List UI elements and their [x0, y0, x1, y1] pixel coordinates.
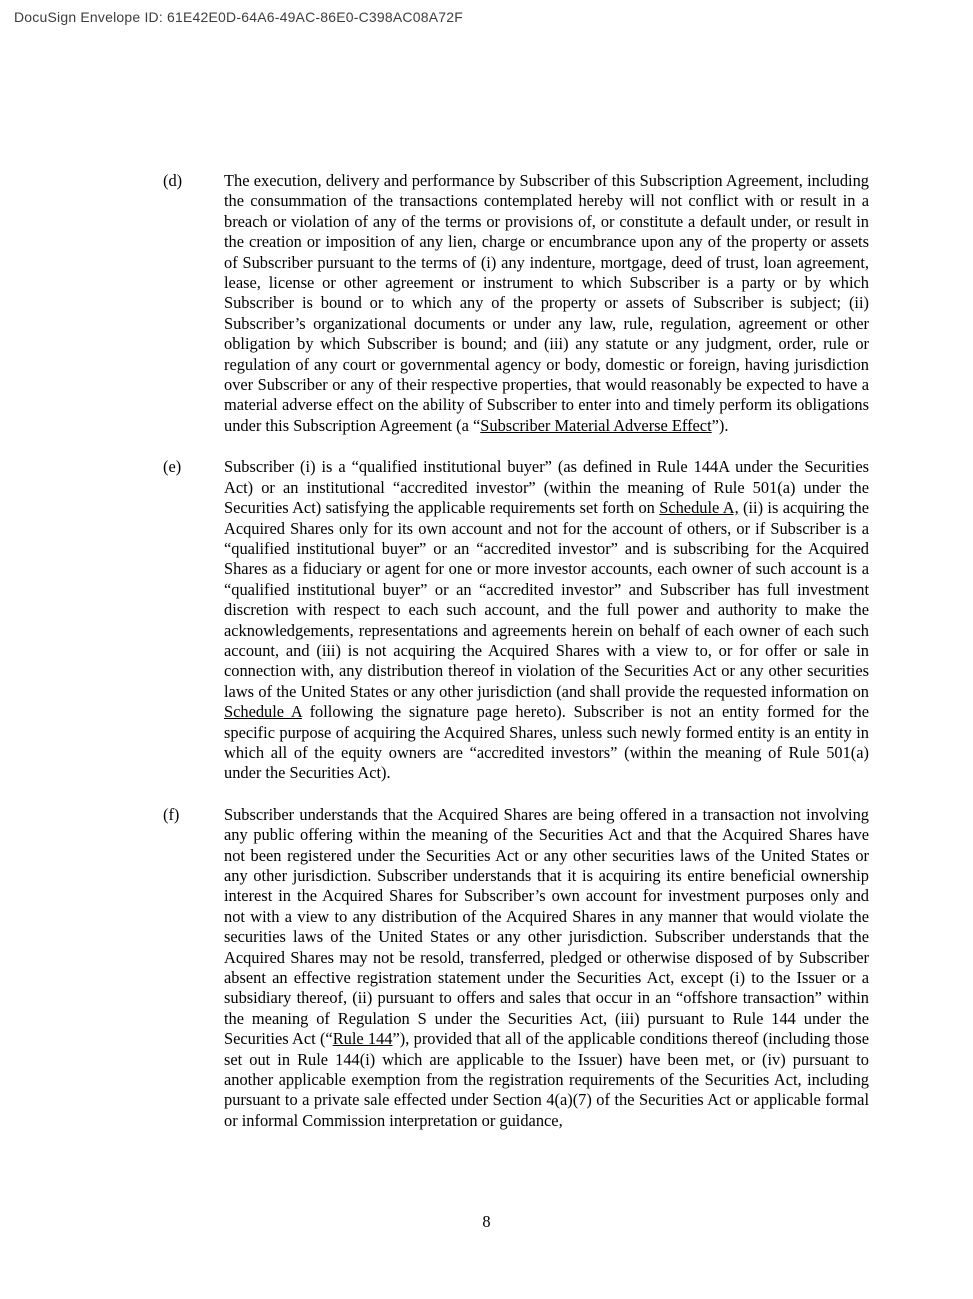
paragraph-d-label: (d) [163, 171, 183, 190]
page-number: 8 [482, 1212, 491, 1231]
paragraph-e-label: (e) [163, 457, 182, 477]
paragraph-e-segment: Subscriber (i) is a “qualified institutional buyer” (as defined in Rule 144A under the Securities Act) or an institutional “accredited investor” (within the meaning of Rule 501(a) under the Securities Act) satisfying the applicable requirements set forth on [224, 457, 869, 518]
reference-schedule-a: Schedule A [224, 702, 302, 722]
defined-term-rule-144: Rule 144 [332, 1029, 393, 1049]
reference-schedule-a: Schedule A, [659, 498, 739, 518]
docusign-envelope-id: DocuSign Envelope ID: 61E42E0D-64A6-49AC-86E0-C398AC08A72F [14, 9, 463, 25]
paragraph-f-text [224, 805, 869, 1132]
paragraph-e [163, 457, 869, 784]
paragraph-e-segment: (ii) is acquiring the Acquired Shares only for its own account and not for the account of others, or if Subscriber is a “qualified institutional buyer” or an “accredited investor” and is subscribing for the Acquired Shares as a fiduciary or agent for one or more investor accounts, each owner of such account is a “qualified institutional buyer” or an “accredited investor” and Subscriber has full investment discretion with respect to each such account, and the full power and authority to make the acknowledgements, representations and agreements herein on behalf of each owner of each such account, and (iii) is not acquiring the Acquired Shares with a view to, or for offer or sale in connection with, any distribution thereof in violation of the Securities Act or any other securities laws of the United States or any other jurisdiction (and shall provide the requested information on [224, 498, 869, 701]
paragraph-f-label: (f) [163, 804, 180, 824]
document-body [163, 171, 869, 1152]
paragraph-e-text [224, 457, 869, 784]
paragraph-e-segment: following the signature page hereto). Subscriber is not an entity formed for the specific purpose of acquiring the Acquired Shares, unless such newly formed entity is an entity in which all of the equity owners are “accredited investors” (within the meaning of Rule 501(a) under the Securities Act). [224, 702, 869, 783]
paragraph-d-text [224, 171, 869, 436]
paragraph-d-segment: ”). [711, 415, 729, 435]
paragraph-f-segment: Subscriber understands that the Acquired Shares are being offered in a transaction not involving any public offering within the meaning of the Securities Act and that the Acquired Shares have not been registered under the Securities Act or any other securities laws of the United States or any other jurisdiction. Subscriber understands that it is acquiring its entire beneficial ownership interest in the Acquired Shares for Subscriber’s own account for investment purposes only and not with a view to any distribution of the Acquired Shares in any manner that would violate the securities laws of the United States or any other jurisdiction. Subscriber understands that the Acquired Shares may not be resold, transferred, pledged or otherwise disposed of by Subscriber absent an effective registration statement under the Securities Act, except (i) to the Issuer or a subsidiary thereof, (ii) pursuant to offers and sales that occur in an “offshore transaction” within the meaning of Regulation S under the Securities Act, (iii) pursuant to Rule 144 under the Securities Act (“ [224, 804, 869, 1049]
paragraph-f [163, 805, 869, 1132]
defined-term-subscriber-material-adverse-effect: Subscriber Material Adverse Effect [480, 415, 712, 435]
paragraph-f-segment: ”), provided that all of the applicable conditions thereof (including those set out in Rule 144(i) which are applicable to the Issuer) have been met, or (iv) pursuant to another applicable exemption from the registration requirements of the Securities Act, including pursuant to a private sale effected under Section 4(a)(7) of the Securities Act or applicable formal or informal Commission interpretation or guidance, [224, 1029, 870, 1130]
paragraph-d-segment: The execution, delivery and performance by Subscriber of this Subscription Agreement, including the consummation of the transactions contemplated hereby will not conflict with or result in a breach or violation of any of the terms or provisions of, or constitute a default under, or result in the creation or imposition of any lien, charge or encumbrance upon any of the property or assets of Subscriber pursuant to the terms of (i) any indenture, mortgage, deed of trust, loan agreement, lease, license or other agreement or instrument to which Subscriber is a party or by which Subscriber is bound or to which any of the property or assets of Subscriber is subject; (ii) Subscriber’s organizational documents or under any law, rule, regulation, agreement or other obligation by which Subscriber is bound; and (iii) any statute or any judgment, order, rule or regulation of any court or governmental agency or body, domestic or foreign, having jurisdiction over Subscriber or any of their respective properties, that would reasonably be expected to have a material adverse effect on the ability of Subscriber to enter into and timely perform its obligations under this Subscription Agreement (a “ [224, 171, 869, 435]
paragraph-d [163, 171, 869, 436]
